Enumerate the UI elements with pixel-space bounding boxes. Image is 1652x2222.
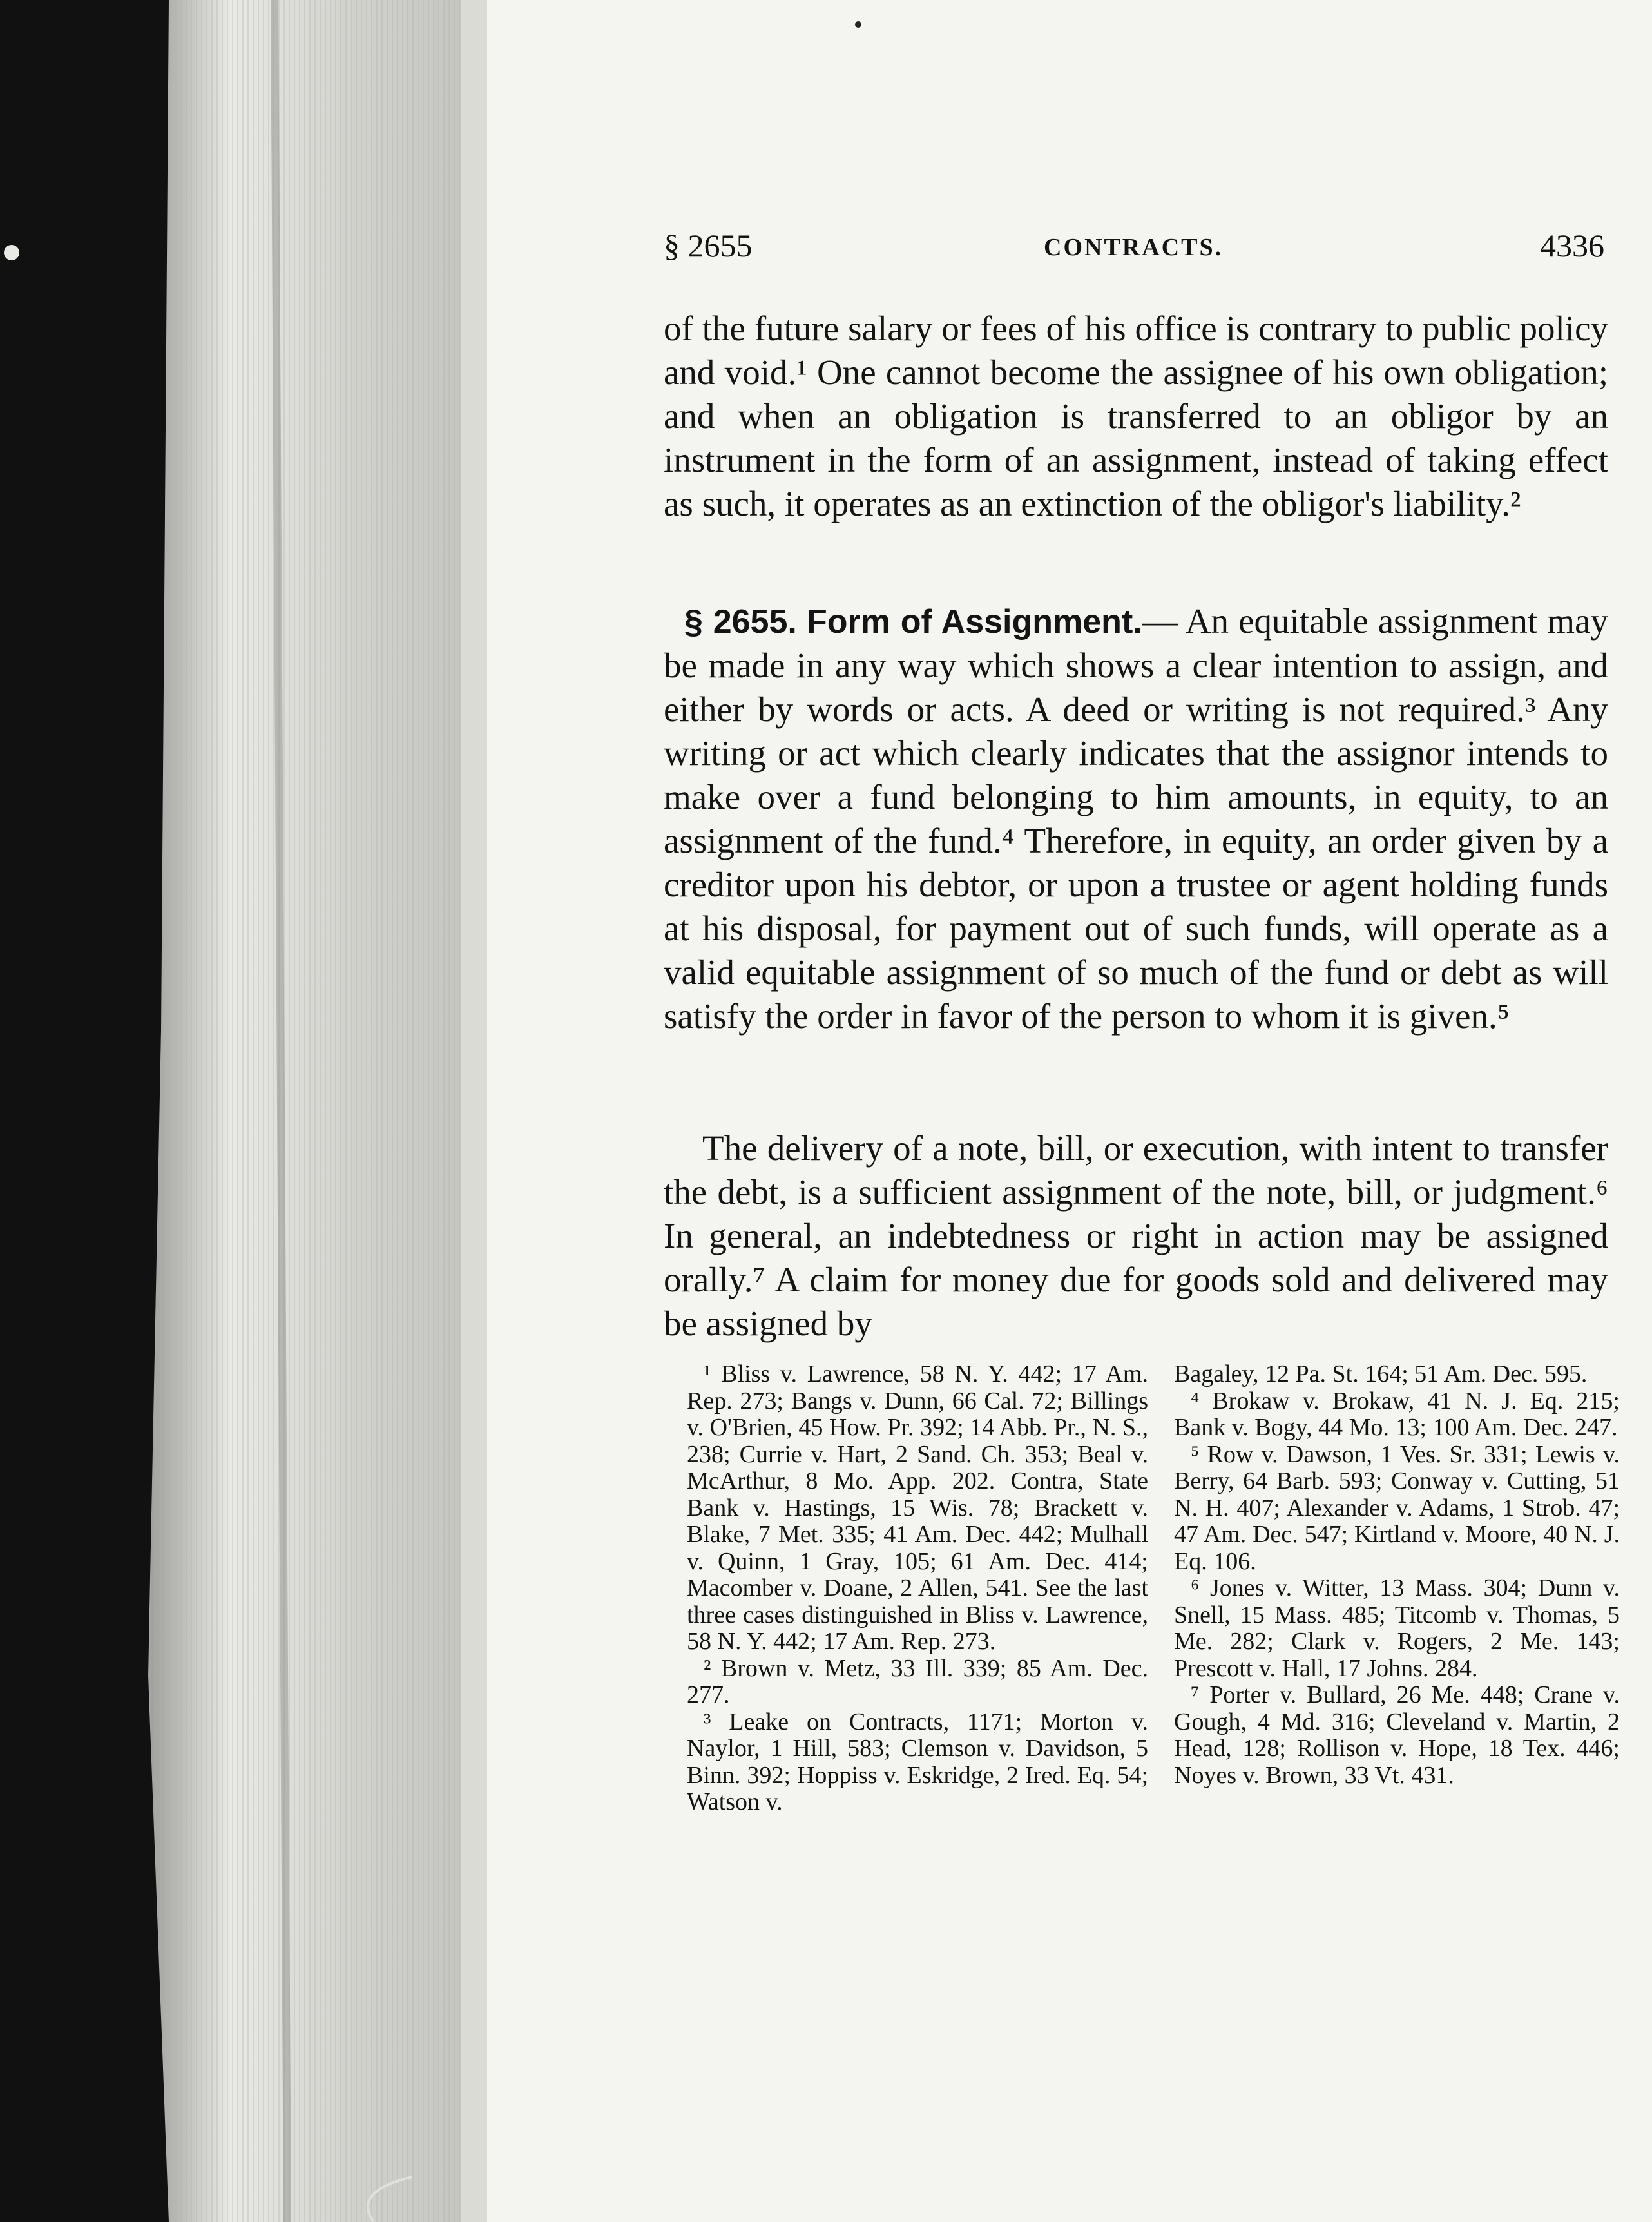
section-number: § 2655. [684,603,797,641]
left-speck [4,245,19,260]
page-edge-lines [148,0,474,2222]
section-text: — An equitable assignment may be made in any way which shows a clear intention to assign, and either by words or acts. A deed or writing is not required.³ Any writing or act which clearly indicates that the assignor intends to make over a fund belonging to him amounts, in equity, to an assignment of the fund.⁴ Therefore, in equity, an order given by a creditor upon his debtor, or upon a trustee or agent holding funds at his disposal, for payment out of such funds, will operate as a valid equitable assignment of so much of the fund or debt as will satisfy the order in favor of the person to whom it is given.⁵ [664,601,1608,1036]
footnote-7: ⁷ Porter v. Bullard, 26 Me. 448; Crane v. Gough, 4 Md. 316; Cleveland v. Martin, 2 Head, 128; Rollison v. Hope, 18 Tex. 446; Noyes v. Brown, 33 Vt. 431. [1174,1681,1620,1789]
body-paragraph-3: The delivery of a note, bill, or execution, with intent to transfer the debt, is a sufficient assignment of the note, bill, or judgment.⁶ In general, an indebtedness or right in action may be assigned orally.⁷ A claim for money due for goods sold and delivered may be assigned by [664,1128,1608,1343]
footnote-1: ¹ Bliss v. Lawrence, 58 N. Y. 442; 17 Am. Rep. 273; Bangs v. Dunn, 66 Cal. 72; Billings v. O'Brien, 45 How. Pr. 392; 14 Abb. Pr., N. S., 238; Currie v. Hart, 2 Sand. Ch. 353; Beal v. McArthur, 8 Mo. App. 202. Contra, State Bank v. Hastings, 15 Wis. 78; Brackett v. Blake, 7 Met. 335; 41 Am. Dec. 442; Mulhall v. Quinn, 1 Gray, 105; 61 Am. Dec. 414; Macomber v. Doane, 2 Allen, 541. See the last three cases distinguished in Bliss v. Lawrence, 58 N. Y. 442; 17 Am. Rep. 273. [687,1360,1148,1655]
running-head-title: CONTRACTS. [1044,234,1224,261]
running-head [664,227,1604,278]
footnote-5: ⁵ Row v. Dawson, 1 Ves. Sr. 331; Lewis v. Berry, 64 Barb. 593; Conway v. Cutting, 51 N. H. 407; Alexander v. Adams, 1 Strob. 47; 47 Am. Dec. 547; Kirtland v. Moore, 40 N. J. Eq. 106. [1174,1440,1620,1575]
footnote-4: ⁴ Brokaw v. Brokaw, 41 N. J. Eq. 215; Bank v. Bogy, 44 Mo. 13; 100 Am. Dec. 247. [1174,1387,1620,1441]
page-number: 4336 [1540,227,1604,264]
running-head-section: § 2655 [664,227,753,264]
footnotes-right-column [1174,1361,1620,1789]
body-paragraph-1: of the future salary or fees of his office is contrary to public policy and void.¹ One cannot become the assignee of his own obligation; and when an obligation is transferred to an obligor by an instrument in the form of an assignment, instead of taking effect as such, it operates as an extinction of the obligor's liability.² [664,309,1608,523]
footnote-6: ⁶ Jones v. Witter, 13 Mass. 304; Dunn v. Snell, 15 Mass. 485; Titcomb v. Thomas, 5 Me. 282; Clark v. Rogers, 2 Me. 143; Prescott v. Hall, 17 Johns. 284. [1174,1574,1620,1682]
footnotes-left-column [687,1361,1148,1816]
footnote-2: ² Brown v. Metz, 33 Ill. 339; 85 Am. Dec. 277. [687,1654,1148,1708]
footnote-3-continued: Bagaley, 12 Pa. St. 164; 51 Am. Dec. 595. [1174,1360,1588,1387]
page-gutter-shadow [461,0,487,2222]
section-heading: Form of Assignment. [806,603,1142,641]
body-paragraph-2 [664,599,1608,1038]
footnote-3: ³ Leake on Contracts, 1171; Morton v. Naylor, 1 Hill, 583; Clemson v. Davidson, 5 Binn. 392; Hoppiss v. Eskridge, 2 Ired. Eq. 54; Watson v. [687,1708,1148,1815]
top-speck [855,21,861,28]
